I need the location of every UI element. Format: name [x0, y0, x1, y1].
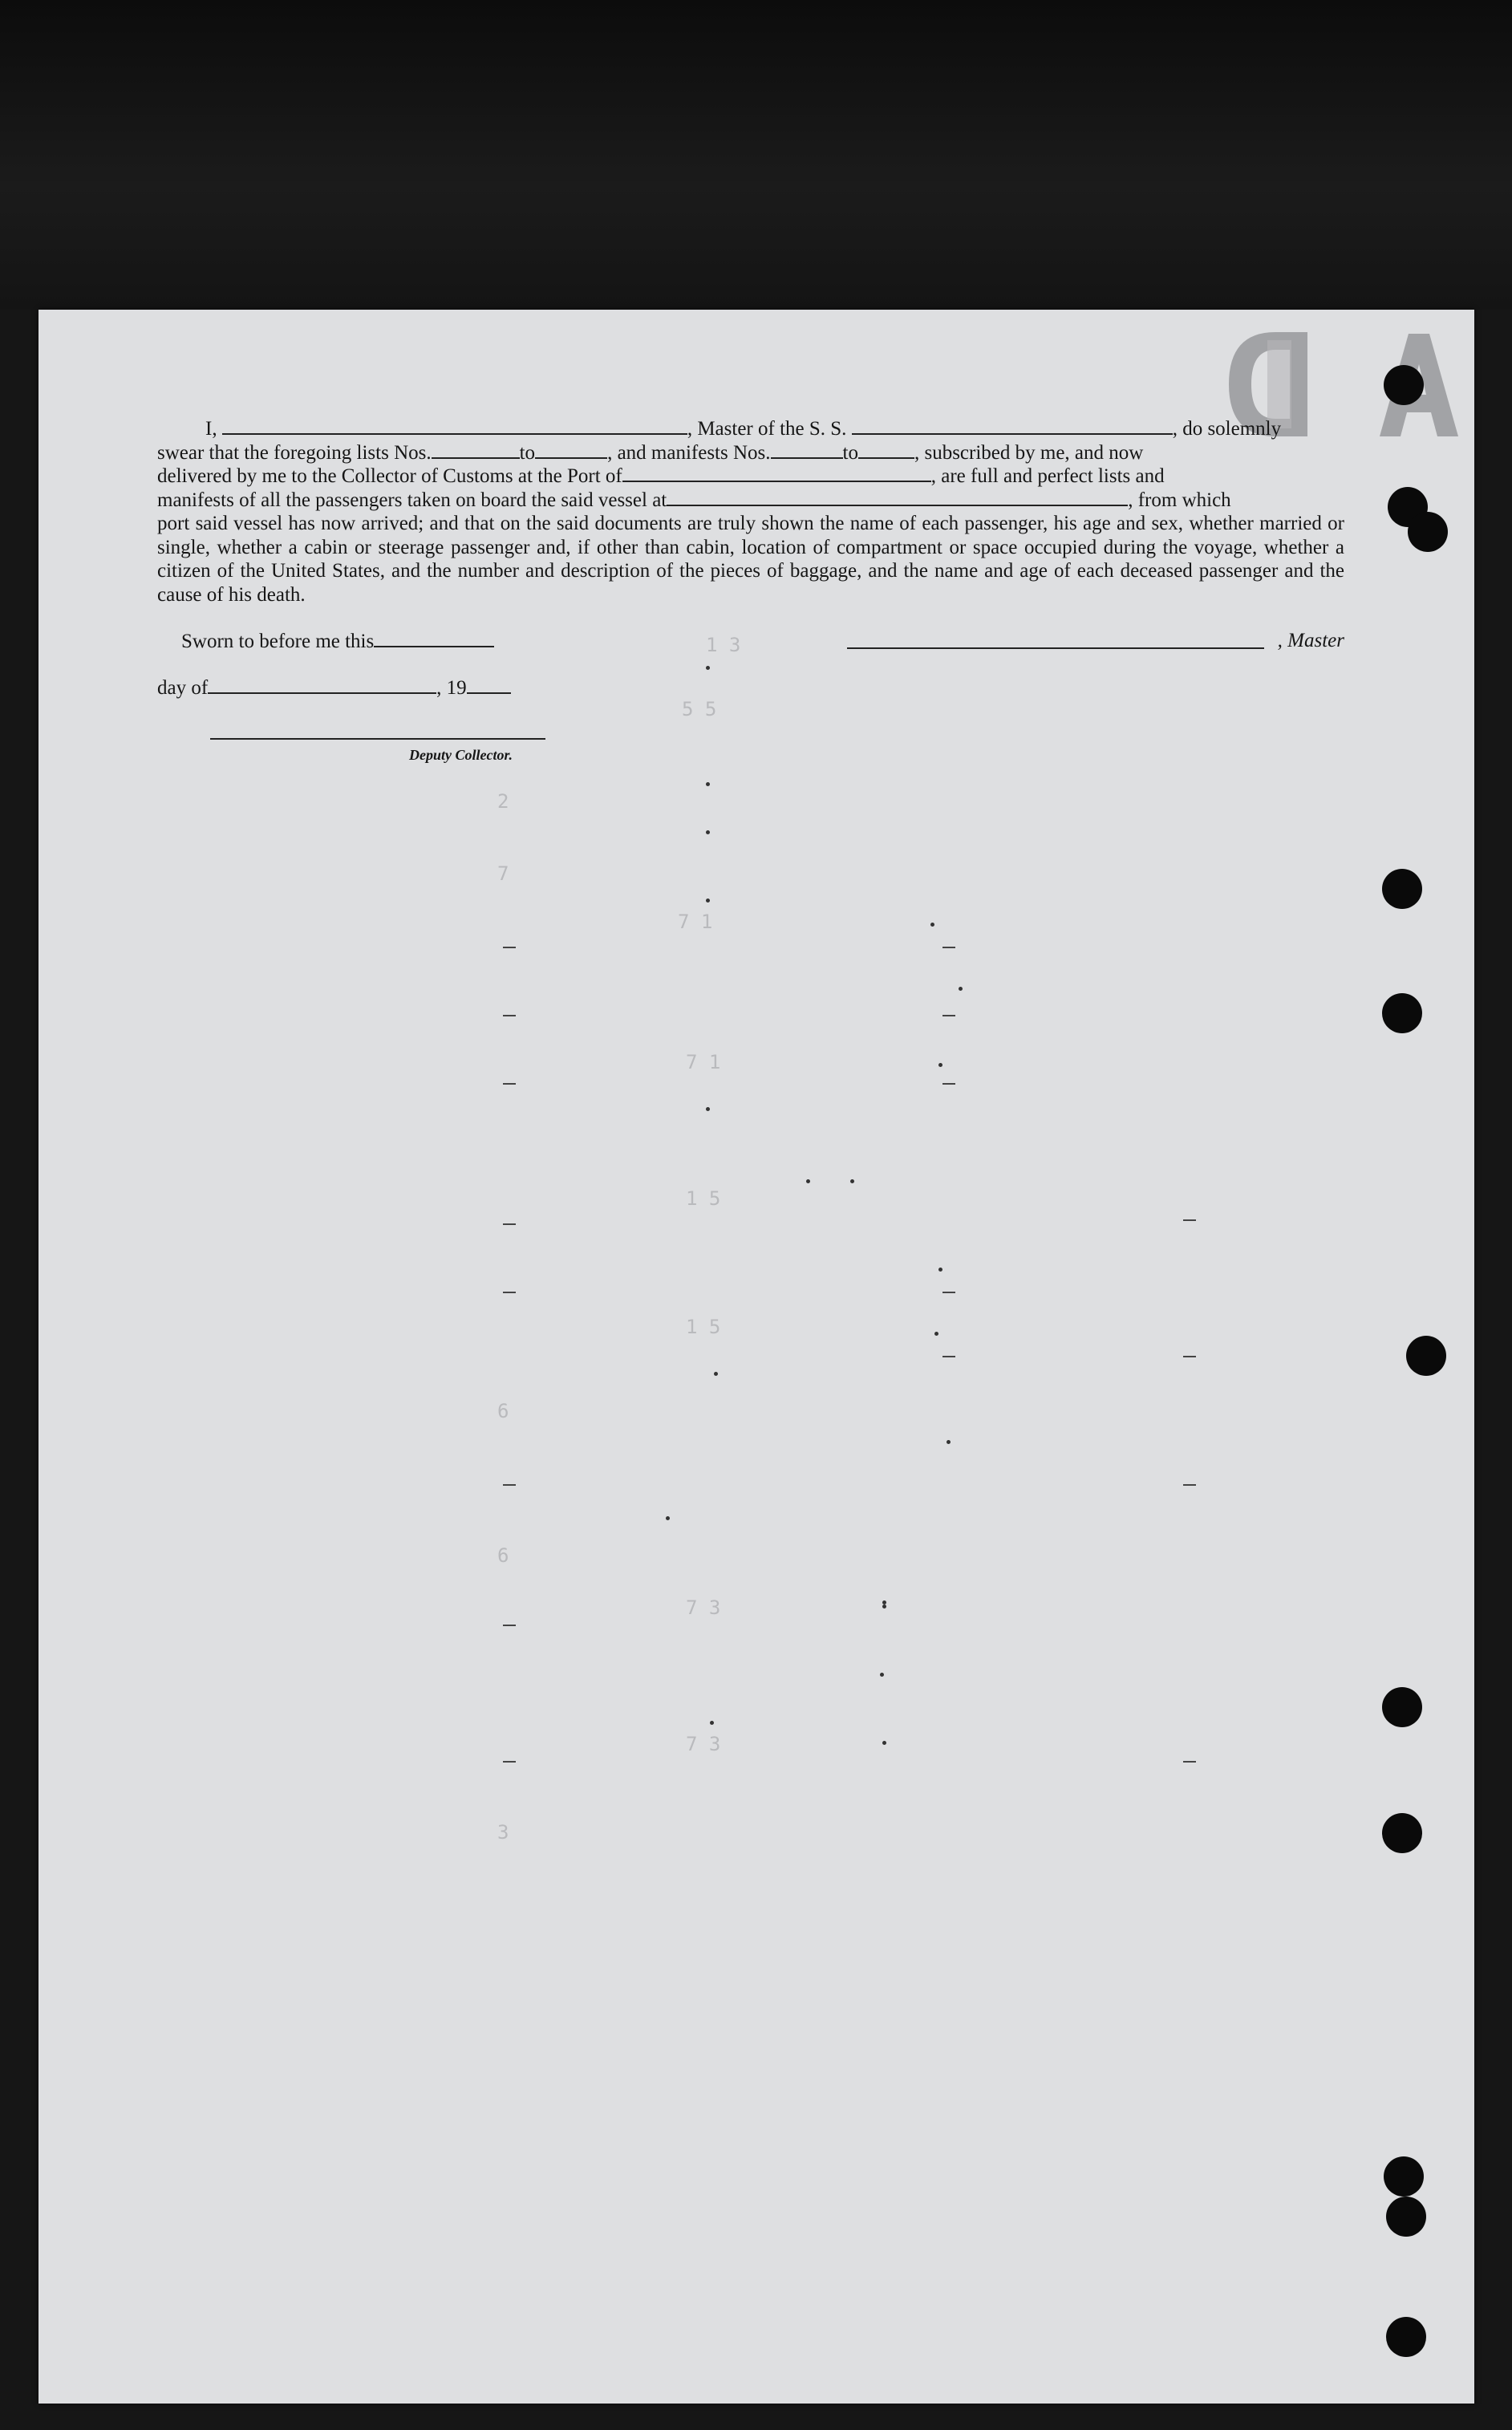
- bleed-through-mark: 7 1: [686, 1051, 721, 1073]
- oath-text: , from which: [1128, 489, 1231, 511]
- lists-from-blank: [432, 441, 520, 459]
- embarkation-port-blank: [667, 489, 1128, 506]
- bleed-dot: [806, 1179, 810, 1183]
- oath-text: , and manifests Nos.: [607, 441, 771, 464]
- sworn-text: Sworn to before me this: [181, 631, 375, 652]
- margin-dash: [503, 1015, 516, 1016]
- bleed-dot: [706, 782, 710, 786]
- punch-hole: [1382, 1813, 1422, 1853]
- margin-dash: [942, 947, 955, 948]
- oath-text: to: [519, 441, 536, 464]
- bleed-through-mark: 1 5: [686, 1187, 721, 1210]
- margin-dash: [942, 1356, 955, 1357]
- margin-dash: [942, 1083, 955, 1085]
- margin-dash: [1183, 1356, 1196, 1357]
- day-of-line: [157, 676, 511, 700]
- margin-dash: [503, 1223, 516, 1225]
- day-of-text: day of: [157, 677, 209, 699]
- oath-body: port said vessel has now arrived; and that on the said documents are truly shown the name of each passenger, his age and sex, whether married or single, whether a cabin or steerage passenger and, if other than cabin, location of compartment or space occupied during the voyage, whether a citizen of the United States, and the number and description of the pieces of baggage, and the name and age of each deceased passenger and the cause of his death.: [157, 513, 1344, 606]
- margin-dash: [503, 1083, 516, 1085]
- punch-hole: [1382, 1687, 1422, 1727]
- bleed-through-mark: 7: [497, 862, 509, 885]
- bleed-through-mark: 7 3: [686, 1596, 721, 1619]
- bleed-dot: [959, 987, 963, 991]
- oath-line-1: [157, 417, 1344, 441]
- bleed-dot: [947, 1440, 951, 1444]
- port-blank: [622, 464, 931, 482]
- year-text: , 19: [436, 677, 467, 699]
- oath-text: delivered by me to the Collector of Customs at the Port of: [157, 465, 622, 487]
- margin-dash: [942, 1015, 955, 1016]
- master-name-blank: [222, 417, 687, 435]
- punch-hole: [1406, 1336, 1446, 1376]
- margin-dash: [503, 947, 516, 948]
- margin-dash: [1183, 1484, 1196, 1486]
- oath-line-3: [157, 464, 1344, 489]
- bleed-dot: [710, 1721, 714, 1725]
- oath-text: , are full and perfect lists and: [930, 465, 1165, 487]
- bleed-dot: [880, 1673, 884, 1677]
- month-blank: [208, 676, 436, 694]
- bleed-through-mark: 5 5: [682, 698, 717, 720]
- bleed-dot: [882, 1604, 886, 1609]
- ship-name-blank: [852, 417, 1173, 435]
- oath-text: , do solemnly: [1172, 418, 1282, 440]
- punch-hole: [1408, 512, 1448, 552]
- document-page: [39, 310, 1474, 2404]
- oath-line-2: [157, 441, 1344, 465]
- oath-text: swear that the foregoing lists Nos.: [157, 441, 432, 464]
- punch-hole: [1382, 869, 1422, 909]
- bleed-through-mark: 2: [497, 790, 509, 813]
- bleed-through-mark: 7 1: [678, 911, 713, 933]
- bleed-dot: [850, 1179, 854, 1183]
- margin-dash: [503, 1292, 516, 1293]
- margin-dash: [503, 1625, 516, 1626]
- bleed-through-mark: 6: [497, 1400, 509, 1422]
- margin-dash: [1183, 1761, 1196, 1763]
- bleed-through-mark: 3: [497, 1821, 509, 1844]
- margin-dash: [1183, 1219, 1196, 1221]
- punch-hole: [1386, 2317, 1426, 2357]
- bleed-through-mark: 6: [497, 1544, 509, 1567]
- deputy-collector-label: Deputy Collector.: [409, 747, 513, 763]
- master-label: , Master: [1277, 630, 1344, 651]
- year-blank: [467, 676, 511, 694]
- bleed-through-mark: 1 3: [706, 634, 741, 656]
- punch-hole: [1382, 993, 1422, 1033]
- bleed-dot: [706, 899, 710, 903]
- punch-hole: [1384, 2156, 1424, 2197]
- bleed-dot: [706, 1107, 710, 1111]
- bleed-dot: [882, 1741, 886, 1745]
- bleed-dot: [706, 666, 710, 670]
- oath-text: to: [842, 441, 858, 464]
- oath-line-4: [157, 489, 1344, 513]
- bleed-dot: [934, 1332, 938, 1336]
- oath-text: , subscribed by me, and now: [914, 441, 1144, 464]
- lists-to-blank: [535, 441, 607, 459]
- scanner-backdrop: [0, 0, 1512, 310]
- punch-hole: [1384, 365, 1424, 405]
- sworn-line: [181, 630, 494, 653]
- margin-dash: [503, 1761, 516, 1763]
- oath-paragraph: [157, 417, 1344, 606]
- oath-text: I,: [205, 418, 217, 440]
- bleed-dot: [938, 1268, 942, 1272]
- bleed-dot: [706, 830, 710, 834]
- margin-dash: [942, 1292, 955, 1293]
- bleed-through-mark: 1 5: [686, 1316, 721, 1338]
- bleed-dot: [938, 1063, 942, 1067]
- master-signature-line: [847, 647, 1264, 649]
- bleed-dot: [714, 1372, 718, 1376]
- bleed-through-mark: 7 3: [686, 1733, 721, 1755]
- oath-text: manifests of all the passengers taken on board the said vessel at: [157, 489, 667, 511]
- bleed-dot: [666, 1516, 670, 1520]
- bleed-dot: [930, 923, 934, 927]
- manifests-to-blank: [858, 441, 914, 459]
- manifests-from-blank: [771, 441, 843, 459]
- margin-dash: [503, 1484, 516, 1486]
- oath-text: , Master of the S. S.: [687, 418, 847, 440]
- punch-hole: [1386, 2197, 1426, 2237]
- sworn-day-blank: [374, 630, 494, 647]
- deputy-collector-signature-line: [210, 738, 545, 740]
